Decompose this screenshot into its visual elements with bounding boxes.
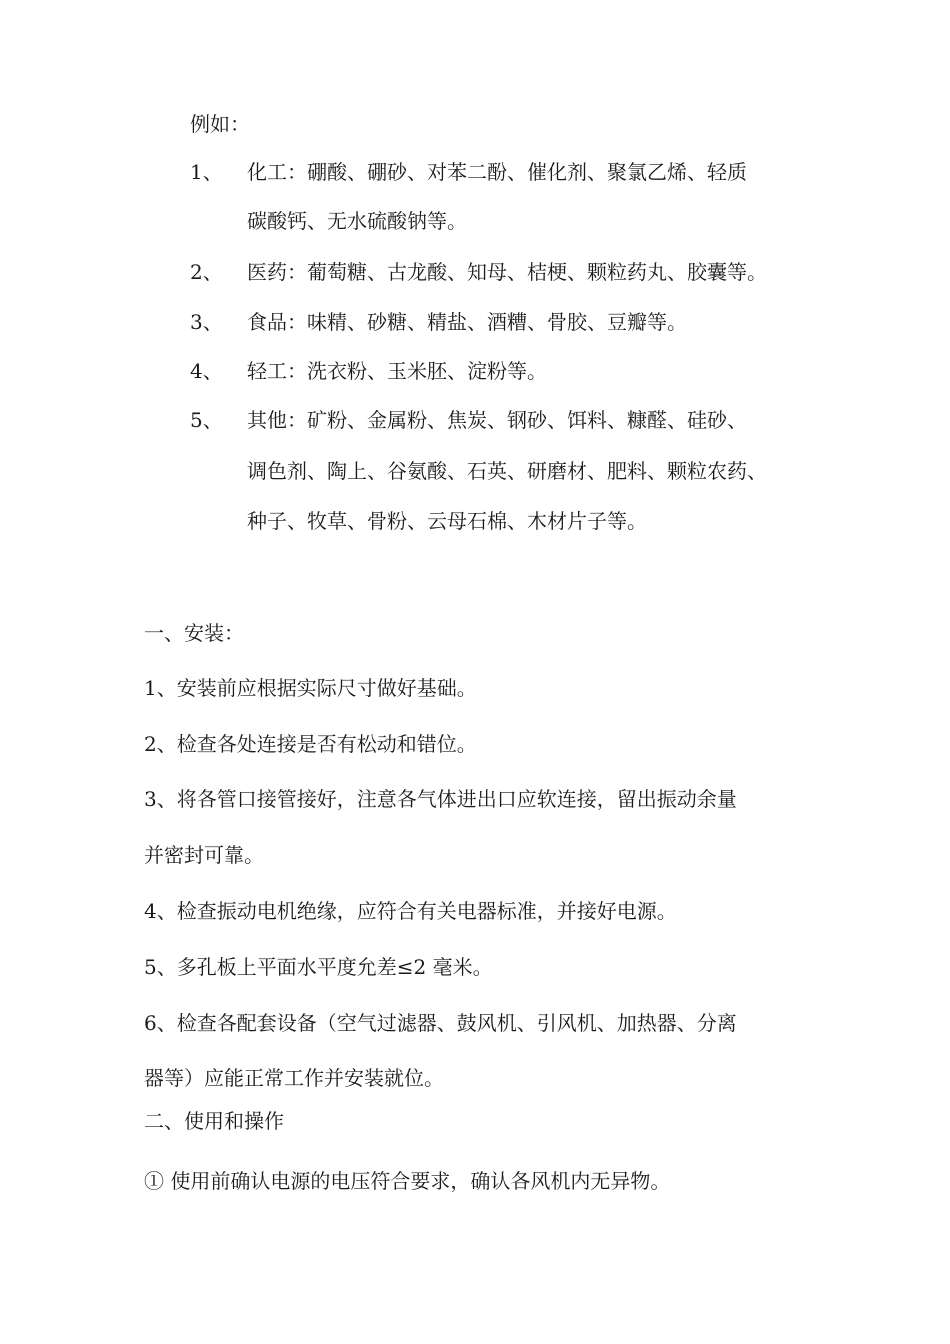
intro-item-2-line-1: 医药：葡萄糖、古龙酸、知母、桔梗、颗粒药丸、胶囊等。: [247, 260, 767, 284]
intro-item-1-line-2: 碳酸钙、无水硫酸钠等。: [247, 209, 467, 233]
install-step-1: 1、安装前应根据实际尺寸做好基础。: [144, 676, 477, 700]
intro-item-5-line-3: 种子、牧草、骨粉、云母石棉、木材片子等。: [247, 509, 647, 533]
intro-item-5-number: 5、: [190, 408, 223, 432]
intro-item-1-number: 1、: [190, 160, 223, 184]
intro-item-3-number: 3、: [190, 310, 223, 334]
intro-item-4-number: 4、: [190, 359, 223, 383]
install-step-6: 6、检查各配套设备（空气过滤器、鼓风机、引风机、加热器、分离: [144, 1011, 737, 1035]
intro-item-5-line-2: 调色剂、陶上、谷氨酸、石英、研磨材、肥料、颗粒农药、: [247, 459, 767, 483]
intro-item-5-line-1: 其他：矿粉、金属粉、焦炭、钢砂、饵料、糠醛、硅砂、: [247, 408, 747, 432]
intro-item-3-line-1: 食品：味精、砂糖、精盐、酒糟、骨胶、豆瓣等。: [247, 310, 687, 334]
install-heading: 一、安装：: [144, 621, 244, 645]
intro-item-2-number: 2、: [190, 260, 223, 284]
intro-lead: 例如：: [190, 112, 250, 136]
install-step-3: 3、将各管口接管接好，注意各气体进出口应软连接，留出振动余量: [144, 787, 737, 811]
operation-heading: 二、使用和操作: [144, 1109, 284, 1133]
intro-item-1-line-1: 化工：硼酸、硼砂、对苯二酚、催化剂、聚氯乙烯、轻质: [247, 160, 747, 184]
install-step-6-cont: 器等）应能正常工作并安装就位。: [144, 1066, 444, 1090]
operation-step-1: ① 使用前确认电源的电压符合要求，确认各风机内无异物。: [144, 1169, 671, 1193]
install-step-3-cont: 并密封可靠。: [144, 843, 264, 867]
install-step-4: 4、检查振动电机绝缘，应符合有关电器标准，并接好电源。: [144, 899, 677, 923]
intro-item-4-line-1: 轻工：洗衣粉、玉米胚、淀粉等。: [247, 359, 547, 383]
install-step-5: 5、多孔板上平面水平度允差≤2 毫米。: [144, 955, 493, 979]
install-step-2: 2、检查各处连接是否有松动和错位。: [144, 732, 477, 756]
